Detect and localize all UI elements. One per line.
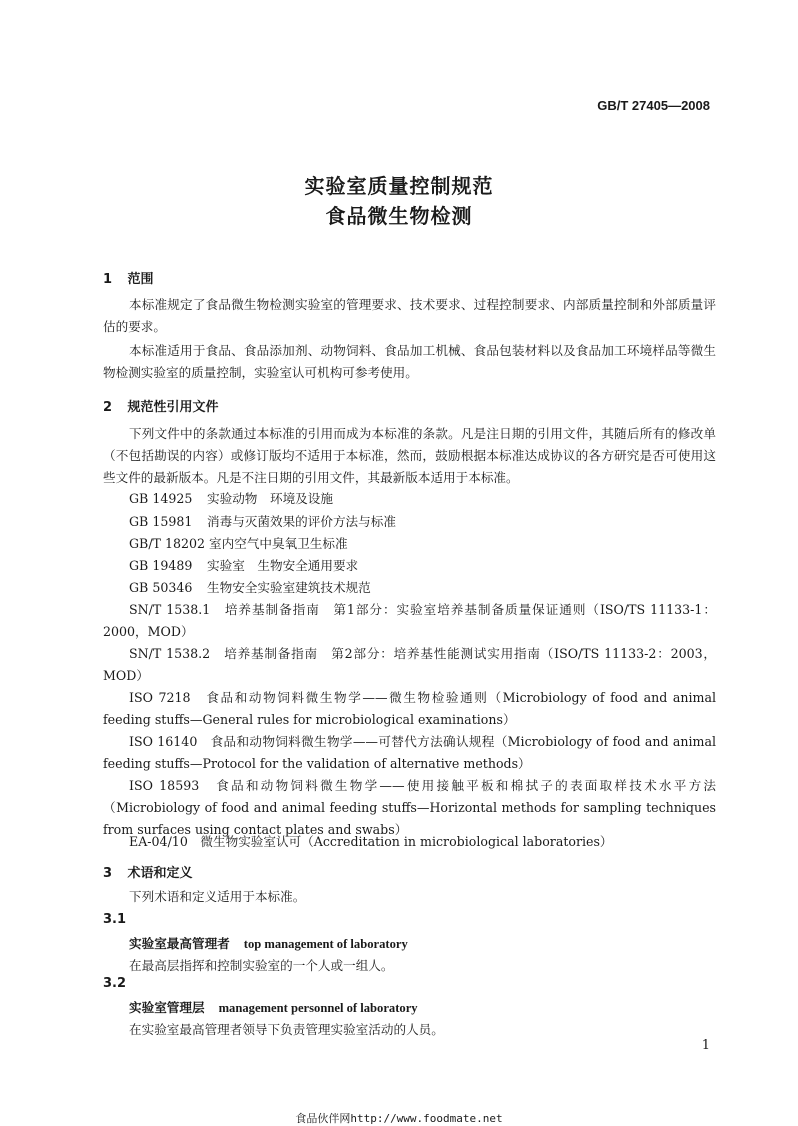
section-number: 1: [103, 272, 113, 287]
page-number: 1: [701, 1038, 710, 1053]
section-3-intro: 下列术语和定义适用于本标准。: [129, 889, 306, 904]
section-3-heading: [103, 862, 193, 881]
section-1-heading: [103, 268, 154, 287]
reference-title: 生物安全实验室建筑技术规范: [207, 580, 371, 595]
reference-code: GB 15981: [129, 514, 193, 529]
term-english: top management of laboratory: [243, 937, 408, 951]
reference-item: SN/T 1538.1 培养基制备指南 第1部分：实验室培养基制备质量保证通则（ISO/TS 11133-1：2000，MOD）: [103, 602, 716, 639]
footer-watermark: 食品伙伴网http://www.foodmate.net: [295, 1112, 503, 1125]
reference-title: 消毒与灭菌效果的评价方法与标准: [207, 514, 396, 529]
term-entry: [129, 997, 418, 1016]
term-chinese: 实验室最高管理者: [129, 936, 230, 951]
section-2-heading: [103, 396, 219, 415]
section-title: 规范性引用文件: [127, 400, 219, 415]
reference-code: GB 19489: [129, 558, 193, 573]
reference-code: GB 14925: [129, 491, 193, 506]
clause-number: 3.1: [103, 912, 127, 927]
reference-code: GB 50346: [129, 580, 193, 595]
standard-number: GB/T 27405—2008: [597, 98, 710, 113]
reference-title: 室内空气中臭氧卫生标准: [209, 536, 348, 551]
reference-item: [129, 511, 716, 533]
reference-item: ISO 7218 食品和动物饲料微生物学——微生物检验通则（Microbiology of food and animal feeding stuffs—General rules for microbiological examinations）: [103, 690, 716, 727]
section-title: 范围: [127, 272, 154, 287]
section-1-paragraph-2: 本标准适用于食品、食品添加剂、动物饲料、食品加工机械、食品包装材料以及食品加工环境样品等微生物检测实验室的质量控制，实验室认可机构可参考使用。: [103, 343, 716, 380]
reference-item: ISO 18593 食品和动物饲料微生物学——使用接触平板和棉拭子的表面取样技术水平方法（Microbiology of food and animal feeding stuffs—Horizontal methods for sampling techniques from surfaces using contact plates and swabs）: [103, 778, 716, 837]
section-number: 2: [103, 400, 113, 415]
reference-item: [129, 533, 716, 555]
reference-item: ISO 16140 食品和动物饲料微生物学——可替代方法确认规程（Microbiology of food and animal feeding stuffs—Protocol for the validation of alternative methods）: [103, 734, 716, 771]
reference-item: [129, 488, 716, 510]
section-title: 术语和定义: [127, 866, 193, 881]
section-2-intro: 下列文件中的条款通过本标准的引用而成为本标准的条款。凡是注日期的引用文件，其随后所有的修改单（不包括勘误的内容）或修订版均不适用于本标准，然而，鼓励根据本标准达成协议的各方研究是否可使用这些文件的最新版本。凡是不注日期的引用文件，其最新版本适用于本标准。: [103, 426, 716, 485]
term-definition: 在最高层指挥和控制实验室的一个人或一组人。: [129, 958, 394, 973]
reference-item: [129, 577, 716, 599]
document-title-line2: 食品微生物检测: [325, 204, 473, 228]
reference-title: 实验动物 环境及设施: [207, 491, 333, 506]
reference-item: SN/T 1538.2 培养基制备指南 第2部分：培养基性能测试实用指南（ISO/TS 11133-2：2003，MOD）: [103, 646, 716, 683]
term-entry: [129, 933, 408, 952]
reference-code: GB/T 18202: [129, 536, 206, 551]
section-1-paragraph-1: 本标准规定了食品微生物检测实验室的管理要求、技术要求、过程控制要求、内部质量控制和外部质量评估的要求。: [103, 297, 716, 334]
term-definition: 在实验室最高管理者领导下负责管理实验室活动的人员。: [129, 1022, 444, 1037]
reference-title: 实验室 生物安全通用要求: [207, 558, 359, 573]
document-title-line1: 实验室质量控制规范: [304, 174, 494, 198]
reference-item: [129, 555, 716, 577]
term-english: management personnel of laboratory: [218, 1001, 418, 1015]
clause-number: 3.2: [103, 976, 127, 991]
reference-item: EA-04/10 微生物实验室认可（Accreditation in microbiological laboratories）: [129, 834, 613, 849]
term-chinese: 实验室管理层: [129, 1000, 205, 1015]
section-number: 3: [103, 866, 113, 881]
